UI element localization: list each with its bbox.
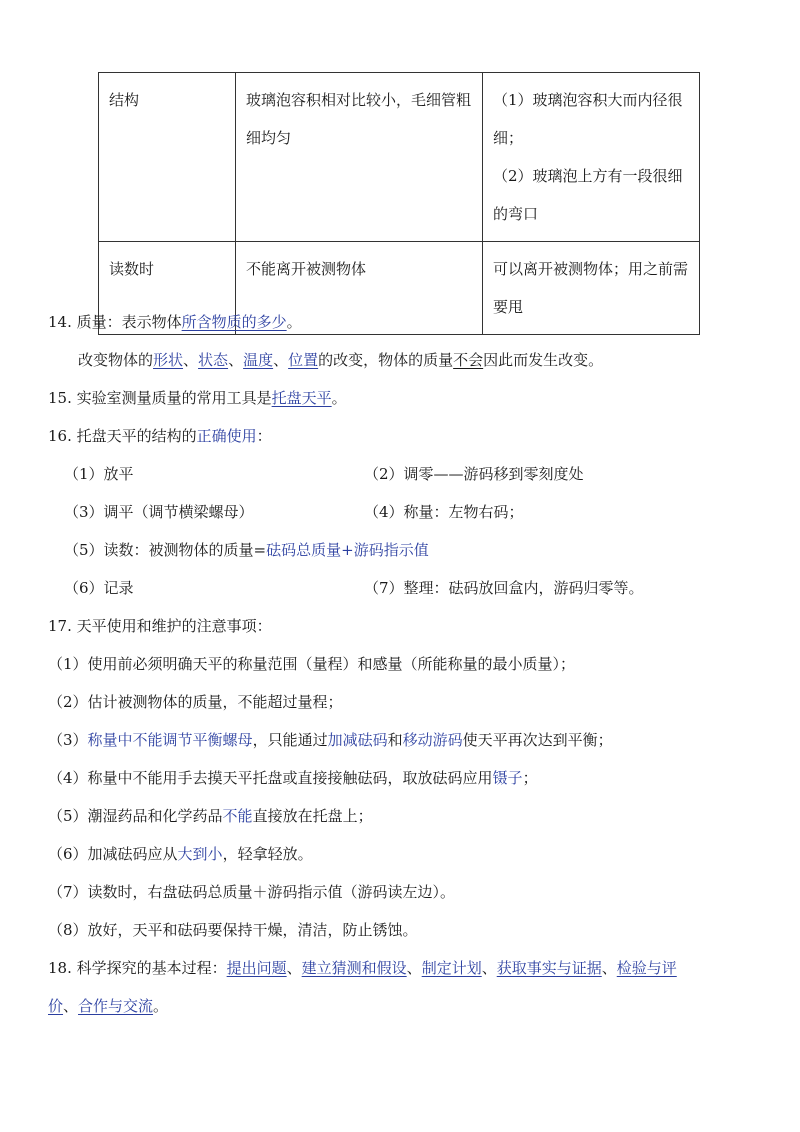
item-17-note-4: （4）称量中不能用手去摸天平托盘或直接接触砝码，取放砝码应用镊子； <box>48 769 538 787</box>
keyword: 称量中不能调节平衡螺母 <box>87 731 253 749</box>
keyword: 所含物质的多少 <box>181 313 287 331</box>
keyword: 镊子 <box>492 769 523 787</box>
keyword: 位置 <box>288 351 319 369</box>
item-16-row-1: （1）放平 （2）调零——游码移到零刻度处 <box>64 465 584 483</box>
keyword: 价 <box>48 997 64 1015</box>
keyword: 砝码总质量 <box>266 541 342 559</box>
keyword: 检验与评 <box>616 959 677 977</box>
item-16-row-4: （6）记录 （7）整理：砝码放回盒内，游码归零等。 <box>64 579 644 597</box>
keyword: 温度 <box>243 351 274 369</box>
keyword: 形状 <box>153 351 184 369</box>
cell-structure-col1: 玻璃泡容积相对比较小，毛细管粗细均匀 <box>236 73 483 242</box>
item-16-row-3: （5）读数：被测物体的质量=砝码总质量+游码指示值 <box>64 541 429 559</box>
row-label-reading: 读数时 <box>99 242 236 335</box>
item-17-note-3: （3）称量中不能调节平衡螺母，只能通过加减砝码和移动游码使天平再次达到平衡； <box>48 731 613 749</box>
cell-line: （2）玻璃泡上方有一段很细的弯口 <box>493 167 683 223</box>
keyword: 托盘天平 <box>271 389 332 407</box>
keyword: 移动游码 <box>402 731 463 749</box>
keyword: 合作与交流 <box>78 997 154 1015</box>
keyword: 不能 <box>222 807 253 825</box>
keyword: 制定计划 <box>421 959 482 977</box>
keyword: 大到小 <box>177 845 223 863</box>
keyword: 建立猜测和假设 <box>301 959 407 977</box>
item-17-note-8: （8）放好，天平和砝码要保持干燥，清洁，防止锈蚀。 <box>48 921 418 939</box>
item-15: 15. 实验室测量质量的常用工具是托盘天平。 <box>48 389 347 407</box>
keyword: 正确使用 <box>196 427 257 445</box>
row-label-structure: 结构 <box>99 73 236 242</box>
item-17-title: 17. 天平使用和维护的注意事项： <box>48 617 272 635</box>
item-18-line-2: 价、合作与交流。 <box>48 997 169 1015</box>
item-16-title: 16. 托盘天平的结构的正确使用： <box>48 427 272 445</box>
item-16-row-2: （3）调平（调节横梁螺母） （4）称量：左物右码； <box>64 503 524 521</box>
table-row <box>99 73 700 242</box>
item-17-note-2: （2）估计被测物体的质量，不能超过量程； <box>48 693 343 711</box>
keyword: 状态 <box>198 351 229 369</box>
item-14-line-1: 14. 质量：表示物体所含物质的多少。 <box>48 313 302 331</box>
cell-structure-col2 <box>483 73 700 242</box>
keyword: 提出问题 <box>226 959 287 977</box>
cell-reading-col2: 可以离开被测物体；用之前需要甩 <box>483 242 700 335</box>
keyword: 游码指示值 <box>353 541 429 559</box>
item-17-note-6: （6）加减砝码应从大到小，轻拿轻放。 <box>48 845 313 863</box>
item-17-note-1: （1）使用前必须明确天平的称量范围（量程）和感量（所能称量的最小质量）； <box>48 655 576 673</box>
keyword: 加减砝码 <box>327 731 388 749</box>
item-18-line-1: 18. 科学探究的基本过程：提出问题、建立猜测和假设、制定计划、获取事实与证据、检验与评 <box>48 959 677 977</box>
thermometer-comparison-table <box>98 72 700 335</box>
cell-reading-col1: 不能离开被测物体 <box>236 242 483 335</box>
keyword: 获取事实与证据 <box>496 959 602 977</box>
item-17-note-7: （7）读数时，右盘砝码总质量＋游码指示值（游码读左边）。 <box>48 883 456 901</box>
cell-line: （1）玻璃泡容积大而内径很细； <box>493 91 683 147</box>
item-17-note-5: （5）潮湿药品和化学药品不能直接放在托盘上； <box>48 807 373 825</box>
keyword: 不会 <box>453 351 484 369</box>
item-14-line-2: 改变物体的形状、状态、温度、位置的改变，物体的质量不会因此而发生改变。 <box>78 351 604 369</box>
